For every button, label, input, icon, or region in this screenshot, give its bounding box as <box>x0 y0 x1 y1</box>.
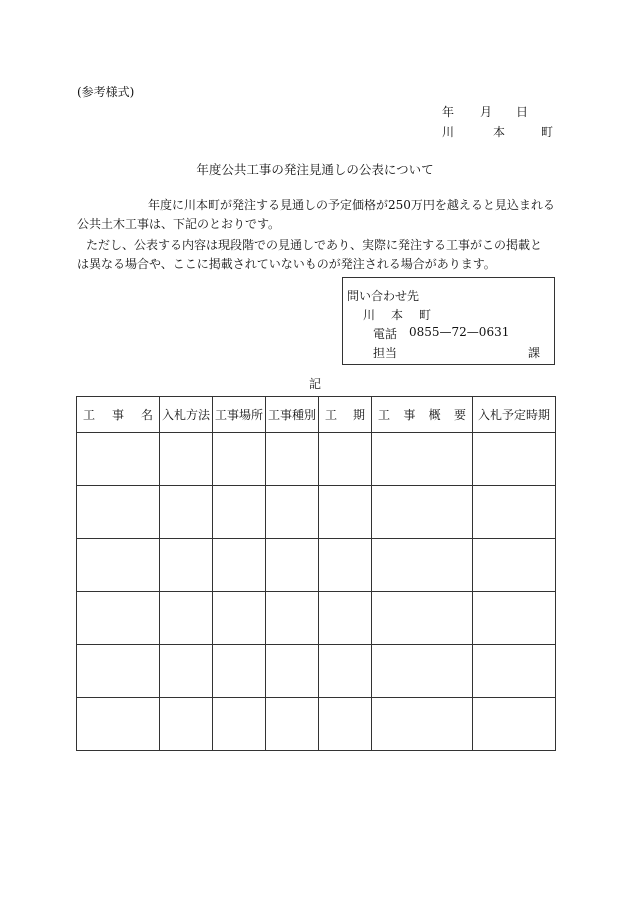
table-cell <box>160 539 213 592</box>
contact-org-char: 町 <box>419 308 432 322</box>
table-cell <box>473 645 556 698</box>
table-cell <box>319 486 372 539</box>
date-day-label: 日 <box>516 105 529 119</box>
col-header-char: 工事種別 <box>267 408 316 422</box>
table-cell <box>473 698 556 751</box>
table-cell <box>473 433 556 486</box>
table-header-row <box>77 397 556 433</box>
date-month-label: 月 <box>480 105 493 119</box>
table-cell <box>319 539 372 592</box>
table-cell <box>266 539 319 592</box>
col-header-char: 要 <box>453 408 466 422</box>
contact-org-char: 本 <box>391 308 404 322</box>
col-header-schedule <box>473 397 556 433</box>
body-paragraph-1-cont: 公共土木工事は、下記のとおりです。 <box>77 217 281 231</box>
contact-box <box>342 277 555 365</box>
table-cell <box>160 698 213 751</box>
table-cell <box>213 486 266 539</box>
table-cell <box>213 592 266 645</box>
col-header-char: 工 <box>325 408 338 422</box>
col-header-char: 工事場所 <box>214 408 263 422</box>
table-row <box>77 486 556 539</box>
body-paragraph-1: 年度に川本町が発注する見通しの予定価格が250万円を越えると見込まれる <box>148 198 555 212</box>
body-paragraph-2-cont: は異なる場合や、ここに掲載されていないものが発注される場合があります。 <box>77 257 496 271</box>
table-cell <box>77 592 160 645</box>
col-header-char: 名 <box>140 408 153 422</box>
col-header-site <box>213 397 266 433</box>
issuer-char: 本 <box>493 125 506 139</box>
table-cell <box>266 698 319 751</box>
col-header-char: 期 <box>352 408 365 422</box>
issuer-char: 川 <box>442 125 455 139</box>
table-cell <box>319 645 372 698</box>
col-header-char: 工 <box>378 408 391 422</box>
table-row <box>77 539 556 592</box>
col-header-period <box>319 397 372 433</box>
col-header-char: 工 <box>83 408 96 422</box>
col-header-text <box>213 406 265 423</box>
table-body <box>77 433 556 751</box>
table-cell <box>319 698 372 751</box>
table-row <box>77 433 556 486</box>
table-cell <box>319 433 372 486</box>
table-cell <box>266 433 319 486</box>
form-note: (参考様式) <box>77 85 135 99</box>
contact-section-label: 課 <box>528 346 541 360</box>
col-header-text <box>319 406 371 423</box>
table-row <box>77 592 556 645</box>
table-cell <box>372 592 473 645</box>
col-header-char: 入札予定時期 <box>477 408 550 422</box>
contact-tel-label: 電話 <box>373 327 398 341</box>
table-cell <box>266 486 319 539</box>
issuer-char: 町 <box>541 125 554 139</box>
table-cell <box>372 539 473 592</box>
ki-marker: 記 <box>308 377 321 391</box>
table-cell <box>213 433 266 486</box>
table-cell <box>160 433 213 486</box>
contact-heading: 問い合わせ先 <box>347 289 420 303</box>
table-cell <box>372 698 473 751</box>
body-paragraph-2: ただし、公表する内容は現段階での見通しであり、実際に発注する工事がこの掲載と <box>86 238 543 252</box>
table-cell <box>473 592 556 645</box>
table-cell <box>77 539 160 592</box>
col-header-char: 事 <box>111 408 124 422</box>
contact-org-char: 川 <box>363 308 376 322</box>
document-title: 年度公共工事の発注見通しの公表について <box>196 162 434 177</box>
table-cell <box>213 539 266 592</box>
col-header-text <box>77 406 159 423</box>
contact-person-label: 担当 <box>373 346 398 360</box>
table-cell <box>160 592 213 645</box>
table-cell <box>160 486 213 539</box>
table-cell <box>372 433 473 486</box>
table-cell <box>213 698 266 751</box>
col-header-char: 入札方法 <box>161 408 210 422</box>
table-cell <box>473 539 556 592</box>
col-header-name <box>77 397 160 433</box>
table-cell <box>77 433 160 486</box>
col-header-text <box>266 406 318 423</box>
table-row <box>77 698 556 751</box>
table-cell <box>77 645 160 698</box>
table-cell <box>160 645 213 698</box>
table-cell <box>266 645 319 698</box>
col-header-text <box>372 406 472 423</box>
construction-table <box>76 396 556 751</box>
table-cell <box>77 486 160 539</box>
col-header-summary <box>372 397 473 433</box>
table-cell <box>319 592 372 645</box>
contact-tel-number: 0855—72—0631 <box>409 325 510 339</box>
col-header-char: 概 <box>428 408 441 422</box>
table-cell <box>77 698 160 751</box>
table-cell <box>213 645 266 698</box>
col-header-bid-method <box>160 397 213 433</box>
col-header-type <box>266 397 319 433</box>
col-header-char: 事 <box>403 408 416 422</box>
col-header-text <box>160 406 212 423</box>
table-cell <box>372 645 473 698</box>
table-cell <box>266 592 319 645</box>
date-year-label: 年 <box>442 105 455 119</box>
table-cell <box>372 486 473 539</box>
table-row <box>77 645 556 698</box>
col-header-text <box>473 406 555 423</box>
table-cell <box>473 486 556 539</box>
